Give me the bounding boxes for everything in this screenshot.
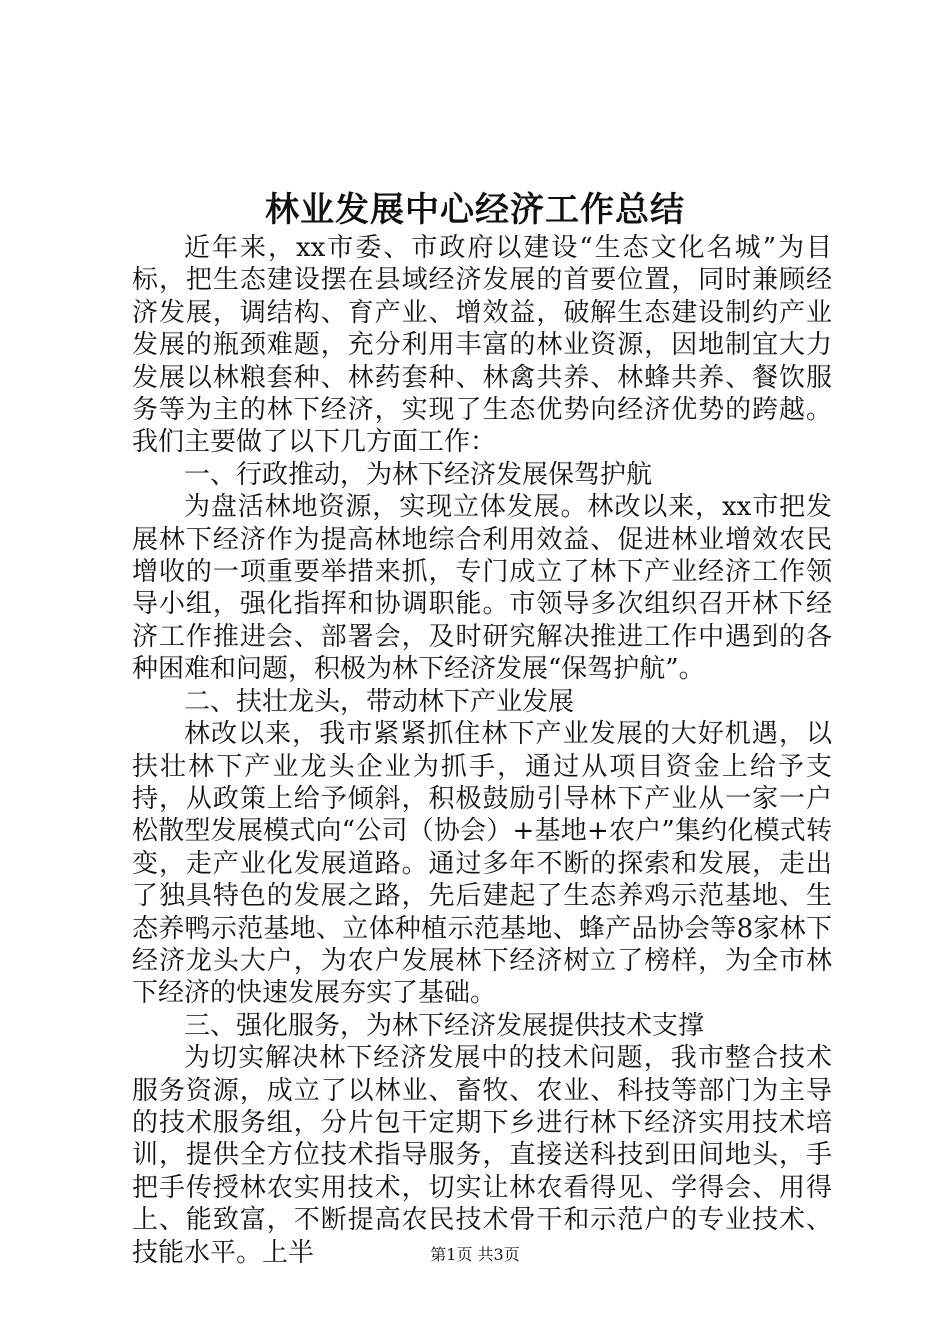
paragraph-section-3: 为切实解决林下经济发展中的技术问题，我市整合技术服务资源，成立了以林业、畜牧、农业、科技等部门为主导的技术服务组，分片包干定期下乡进行林下经济实用技术培训，提供全方位技术指导服务，直接送科技到田间地头，手把手传授林农实用技术，切实让林农看得见、学得会、用得上、能致富，不断提高农民技术骨干和示范户的专业技术、技能水平。上半: [132, 1043, 832, 1268]
page-number-footer: 第1页 共3页: [430, 1245, 520, 1264]
section-heading-2: 二、扶壮龙头，带动林下产业发展: [184, 686, 575, 717]
document-title: 林业发展中心经济工作总结: [265, 190, 685, 230]
paragraph-intro: 近年来，xx市委、市政府以建设“生态文化名城”为目标，把生态建设摆在县域经济发展的首要位置，同时兼顾经济发展，调结构、育产业、增效益，破解生态建设制约产业发展的瓶颈难题，充分利用丰富的林业资源，因地制宜大力发展以林粮套种、林药套种、林禽共养、林蜂共养、餐饮服务等为主的林下经济，实现了生态优势向经济优势的跨越。我们主要做了以下几方面工作：: [132, 233, 832, 458]
paragraph-section-1: 为盘活林地资源，实现立体发展。林改以来，xx市把发展林下经济作为提高林地综合利用效益、促进林业增效农民增收的一项重要举措来抓，专门成立了林下产业经济工作领导小组，强化指挥和协调职能。市领导多次组织召开林下经济工作推进会、部署会，及时研究解决推进工作中遇到的各种困难和问题，积极为林下经济发展“保驾护航”。: [132, 492, 832, 685]
paragraph-section-2: 林改以来，我市紧紧抓住林下产业发展的大好机遇，以扶壮林下产业龙头企业为抓手，通过从项目资金上给予支持，从政策上给予倾斜，积极鼓励引导林下产业从一家一户松散型发展模式向“公司（协会）+基地+农户”集约化模式转变，走产业化发展道路。通过多年不断的探索和发展，走出了独具特色的发展之路，先后建起了生态养鸡示范基地、生态养鸭示范基地、立体种植示范基地、蜂产品协会等8家林下经济龙头大户，为农户发展林下经济树立了榜样，为全市林下经济的快速发展夯实了基础。: [132, 719, 832, 1009]
document-body: [132, 232, 832, 1269]
section-heading-3: 三、强化服务，为林下经济发展提供技术支撑: [184, 1010, 705, 1041]
section-heading-1: 一、行政推动，为林下经济发展保驾护航: [184, 459, 653, 490]
